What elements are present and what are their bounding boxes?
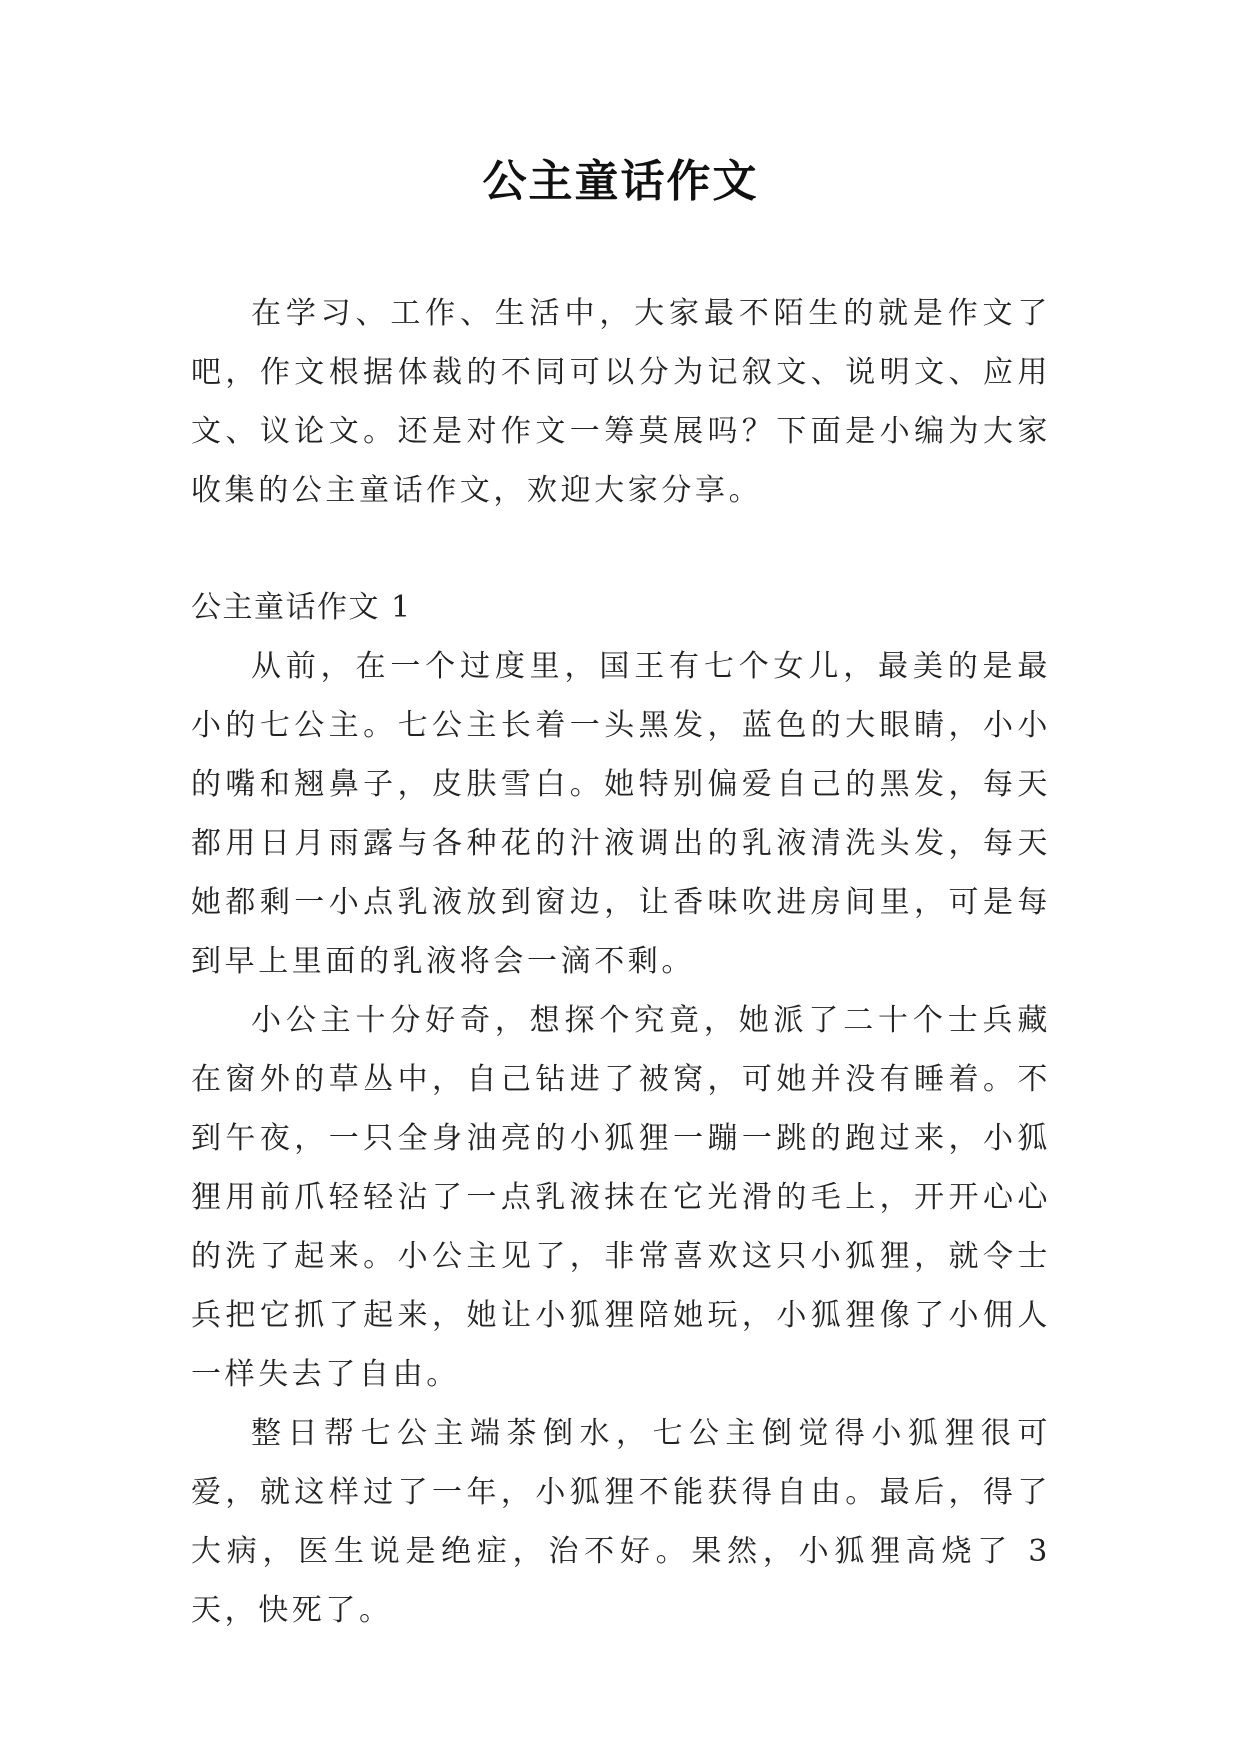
story-paragraph-3: 整日帮七公主端茶倒水，七公主倒觉得小狐狸很可爱，就这样过了一年，小狐狸不能获得自由。最后，得了大病，医生说是绝症，治不好。果然，小狐狸高烧了 3 天，快死了。	[191, 1416, 1051, 1628]
story-paragraph-2: 小公主十分好奇，想探个究竟，她派了二十个士兵藏在窗外的草丛中，自己钻进了被窝，可她并没有睡着。不到午夜，一只全身油亮的小狐狸一蹦一跳的跑过来，小狐狸用前爪轻轻沾了一点乳液抹在它光滑的毛上，开开心心的洗了起来。小公主见了，非常喜欢这只小狐狸，就令士兵把它抓了起来，她让小狐狸陪她玩，小狐狸像了小佣人一样失去了自由。	[191, 1003, 1051, 1392]
paragraph-spacer	[191, 520, 1051, 578]
document-body	[191, 284, 1051, 1640]
document-title: 公主童话作文	[482, 156, 759, 207]
section-heading: 公主童话作文 1	[191, 590, 412, 625]
story-paragraph-1: 从前，在一个过度里，国王有七个女儿，最美的是最小的七公主。七公主长着一头黑发，蓝色的大眼睛，小小的嘴和翘鼻子，皮肤雪白。她特别偏爱自己的黑发，每天都用日月雨露与各种花的汁液调出的乳液清洗头发，每天她都剩一小点乳液放到窗边，让香味吹进房间里，可是每到早上里面的乳液将会一滴不剩。	[191, 649, 1051, 979]
intro-paragraph: 在学习、工作、生活中，大家最不陌生的就是作文了吧，作文根据体裁的不同可以分为记叙文、说明文、应用文、议论文。还是对作文一筹莫展吗？下面是小编为大家收集的公主童话作文，欢迎大家分享。	[191, 296, 1051, 508]
